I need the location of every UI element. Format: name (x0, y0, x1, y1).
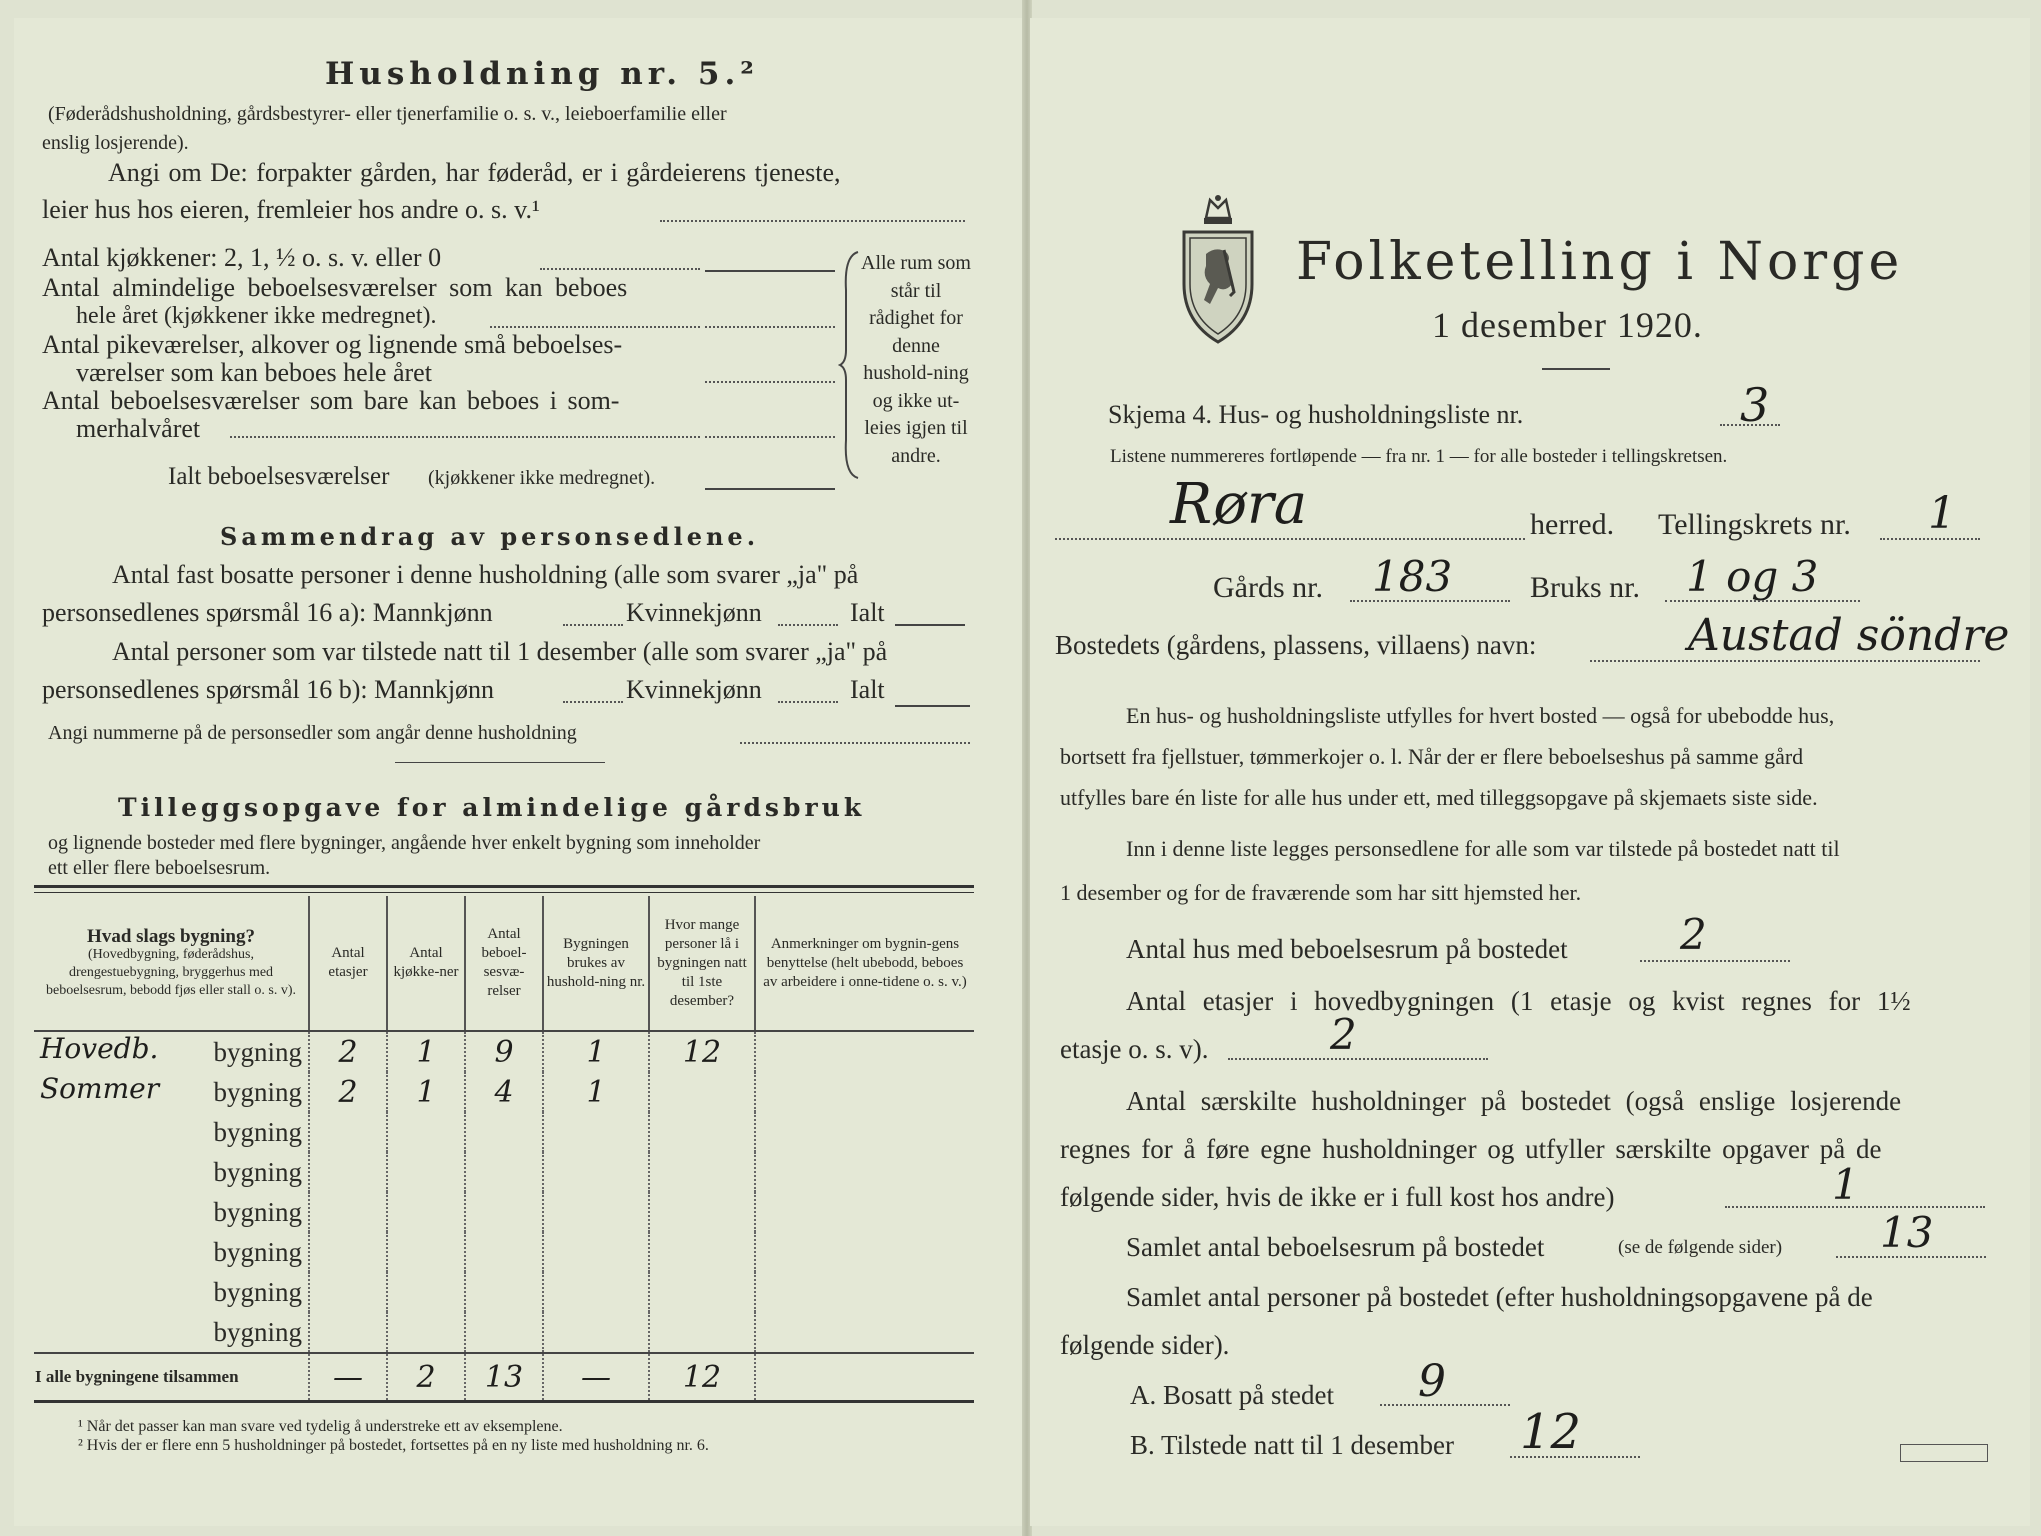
herred-label: herred. (1530, 508, 1615, 541)
sommer-line1: Antal beboelsesværelser som bare kan beboes i som- (42, 386, 620, 415)
total-etasjer-cell: — (309, 1353, 387, 1402)
herred-value: Røra (1170, 472, 1308, 537)
skjema-label: Skjema 4. Hus- og husholdningsliste nr. (1108, 400, 1524, 429)
personer-line1: Samlet antal personer på bostedet (efter husholdningsopgavene på de (1126, 1282, 1873, 1312)
almindelige-dots (490, 326, 700, 328)
total-personer-cell: 12 (649, 1353, 755, 1402)
building-row (34, 1072, 974, 1112)
building-type-cell (34, 1072, 309, 1112)
total-kjokkener-cell: 2 (387, 1353, 465, 1402)
building-personer-cell (649, 1312, 755, 1353)
etasjer-line1: Antal etasjer i hovedbygningen (1 etasje og kvist regnes for 1½ (1126, 986, 1911, 1016)
kjokkener-answer (705, 270, 835, 272)
building-personer-cell: 12 (649, 1031, 755, 1072)
numbering-note: Listene nummereres fortløpende — fra nr. 1 — for alle bosteder i tellingskretsen. (1110, 446, 1728, 467)
col-header-anmerkninger: Anmerkninger om bygnin-gens benyttelse (helt ubebodd, beboes av arbeidere i onne-tidene o. s. v.) (755, 896, 974, 1031)
total-husholdning-cell: — (543, 1353, 649, 1402)
building-row (34, 1232, 974, 1272)
pike-line1: Antal pikeværelser, alkover og lignende små beboelses- (42, 330, 623, 359)
fast-ialt-line (895, 624, 965, 626)
building-type-cell (34, 1031, 309, 1072)
beboelsesrum-note: (se de følgende sider) (1618, 1237, 1783, 1258)
building-etasjer-cell (309, 1152, 387, 1192)
title-rule (1542, 368, 1610, 370)
almindelige-answer (705, 326, 835, 328)
norway-coat-of-arms-icon (1176, 192, 1260, 348)
building-etasjer-cell (309, 1312, 387, 1353)
ialt-answer (705, 488, 835, 490)
footnote-2: ² Hvis der er flere enn 5 husholdninger på bostedet, fortsettes på en ny liste med husholdning nr. 6. (78, 1437, 709, 1454)
building-anmerkninger-cell (755, 1072, 974, 1112)
skjema-line (1720, 424, 1780, 426)
tilstede-line1: Antal personer som var tilstede natt til 1 desember (alle som svarer „ja" på (112, 637, 888, 666)
tellingskrets-line (1880, 538, 1980, 540)
tilstede-kvinne-line (778, 701, 838, 703)
tilstede-ialt-label: Ialt (850, 675, 885, 704)
angi-line1: Angi om De: forpakter gården, har føderåd, er i gårdeierens tjeneste, (108, 158, 841, 187)
building-vaerelser-cell (465, 1312, 543, 1353)
table-top-rule (34, 885, 974, 893)
tilstede-mann-line (563, 701, 623, 703)
sommer-dots (230, 436, 700, 438)
fast-ialt-label: Ialt (850, 598, 885, 627)
building-label: bygning (213, 1316, 302, 1347)
building-label: bygning (213, 1116, 302, 1147)
building-type-cell (34, 1312, 309, 1353)
building-total-row (34, 1353, 974, 1402)
building-husholdning-cell (543, 1272, 649, 1312)
building-husholdning-cell: 1 (543, 1031, 649, 1072)
beboelsesrum-value: 13 (1880, 1208, 1934, 1257)
tilstede-ialt-line (895, 705, 970, 707)
husholdninger-line2: regnes for å føre egne husholdninger og utfyller særskilte opgaver på de (1060, 1134, 1882, 1164)
tellingskrets-label: Tellingskrets nr. (1658, 508, 1851, 541)
bruks-line (1665, 600, 1860, 602)
fast-kvinne-line (778, 624, 838, 626)
building-kjokkener-cell (387, 1312, 465, 1353)
household-title: Husholdning nr. 5.² (325, 56, 759, 92)
instruction-p2-line2: 1 desember og for de fraværende som har sitt hjemsted her. (1060, 880, 1582, 905)
col-header-type (34, 896, 309, 1031)
tillegg-sub-line2: ett eller flere beboelsesrum. (48, 857, 271, 879)
tilstede-label: B. Tilstede natt til 1 desember (1130, 1430, 1454, 1460)
nummerne-line (740, 742, 970, 744)
col-header-personer: Hvor mange personer lå i bygningen natt til 1ste desember? (649, 896, 755, 1031)
tilstede-answer-line (1510, 1456, 1640, 1458)
total-label: I alle bygningene tilsammen (34, 1353, 309, 1402)
printer-stamp (1900, 1444, 1988, 1462)
ialt-note: (kjøkkener ikke medregnet). (428, 467, 656, 489)
col-header-type-title: Hvad slags bygning? (87, 925, 255, 947)
husholdninger-line3: følgende sider, hvis de ikke er i full kost hos andre) (1060, 1182, 1615, 1212)
brace-note: Alle rum som står til rådighet for denne hushold-ning og ikke ut-leies igjen til andre. (861, 252, 971, 467)
angi-answer-line (660, 220, 965, 222)
building-kjokkener-cell: 1 (387, 1072, 465, 1112)
bruks-label: Bruks nr. (1530, 571, 1641, 604)
building-row (34, 1152, 974, 1192)
bosted-line (1590, 660, 1980, 662)
building-anmerkninger-cell (755, 1112, 974, 1152)
building-personer-cell (649, 1272, 755, 1312)
building-label: bygning (213, 1156, 302, 1187)
instruction-p1-line3: utfylles bare én liste for alle hus under ett, med tilleggsopgave på skjemaets siste side. (1060, 785, 1818, 810)
sommer-answer (705, 436, 835, 438)
building-row (34, 1031, 974, 1072)
building-anmerkninger-cell (755, 1232, 974, 1272)
herred-line (1055, 538, 1525, 540)
building-vaerelser-cell (465, 1152, 543, 1192)
nummerne-label: Angi nummerne på de personsedler som angår denne husholdning (48, 722, 577, 744)
bosted-value: Austad söndre (1688, 610, 2010, 661)
building-husholdning-cell (543, 1152, 649, 1192)
building-kjokkener-cell (387, 1152, 465, 1192)
census-date: 1 desember 1920. (1432, 305, 1703, 345)
building-husholdning-cell: 1 (543, 1072, 649, 1112)
fast-bosatte-line2: personsedlenes spørsmål 16 a): Mannkjønn (42, 598, 493, 627)
husholdninger-line1: Antal særskilte husholdninger på bostedet (også enslige losjerende (1126, 1086, 1902, 1116)
total-vaerelser-cell: 13 (465, 1353, 543, 1402)
building-label: bygning (213, 1236, 302, 1267)
skjema-value: 3 (1740, 378, 1770, 432)
building-kjokkener-cell (387, 1192, 465, 1232)
beboelsesrum-label: Samlet antal beboelsesrum på bostedet (1126, 1232, 1545, 1262)
instruction-p1-line2: bortsett fra fjellstuer, tømmerkojer o. l. Når der er flere beboelseshus på samme gård (1060, 744, 1804, 769)
sammendrag-title: Sammendrag av personsedlene. (220, 522, 760, 551)
building-husholdning-cell (543, 1192, 649, 1232)
sommer-line2: merhalvåret (76, 414, 201, 443)
section-rule (395, 762, 605, 763)
bosatt-line (1380, 1404, 1510, 1406)
building-table (34, 896, 974, 1403)
building-personer-cell (649, 1072, 755, 1112)
footnote-1: ¹ Når det passer kan man svare ved tydelig å understreke ett av eksemplene. (78, 1418, 563, 1435)
building-row (34, 1312, 974, 1353)
gards-value: 183 (1372, 552, 1453, 601)
tilstede-value: 12 (1520, 1404, 1582, 1460)
building-etasjer-cell (309, 1112, 387, 1152)
building-type-name: Hovedb. (40, 1032, 159, 1065)
building-kjokkener-cell (387, 1112, 465, 1152)
etasjer-line2: etasje o. s. v). (1060, 1034, 1209, 1064)
kjokkener-dots (540, 268, 700, 270)
almindelige-line2: hele året (kjøkkener ikke medregnet). (76, 303, 437, 329)
building-row (34, 1192, 974, 1232)
pike-answer (705, 381, 835, 383)
antal-hus-line (1640, 960, 1790, 962)
building-etasjer-cell: 2 (309, 1072, 387, 1112)
building-husholdning-cell (543, 1112, 649, 1152)
building-vaerelser-cell: 4 (465, 1072, 543, 1112)
tilstede-kvinne-label: Kvinnekjønn (626, 675, 762, 704)
angi-line2: leier hus hos eieren, fremleier hos andre o. s. v.¹ (42, 195, 540, 224)
building-vaerelser-cell (465, 1192, 543, 1232)
tellingskrets-value: 1 (1928, 488, 1956, 539)
col-header-kjokkener: Antal kjøkke-ner (387, 896, 465, 1031)
building-vaerelser-cell (465, 1232, 543, 1272)
fast-mann-line (563, 624, 623, 626)
building-husholdning-cell (543, 1312, 649, 1353)
building-type-cell (34, 1272, 309, 1312)
household-intro-line2: enslig losjerende). (42, 132, 189, 154)
building-row (34, 1272, 974, 1312)
col-header-husholdning: Bygningen brukes av hushold-ning nr. (543, 896, 649, 1031)
tilstede-line2: personsedlenes spørsmål 16 b): Mannkjønn (42, 675, 495, 704)
building-vaerelser-cell (465, 1112, 543, 1152)
building-row (34, 1112, 974, 1152)
building-etasjer-cell (309, 1272, 387, 1312)
building-kjokkener-cell: 1 (387, 1031, 465, 1072)
etasjer-value: 2 (1330, 1010, 1357, 1059)
instruction-p1-line1: En hus- og husholdningsliste utfylles for hvert bosted — også for ubebodde hus, (1126, 703, 1835, 728)
husholdninger-value: 1 (1832, 1160, 1859, 1209)
building-table-body (34, 1031, 974, 1402)
col-header-type-sub: (Hovedbygning, føderådshus, drengestuebygning, bryggerhus med beboelsesrum, bebodd fjøs eller stall o. s. v). (45, 946, 296, 998)
building-personer-cell (649, 1232, 755, 1272)
antal-hus-value: 2 (1680, 910, 1707, 959)
building-anmerkninger-cell (755, 1312, 974, 1353)
fast-kvinne-label: Kvinnekjønn (626, 598, 762, 627)
building-label: bygning (213, 1196, 302, 1227)
gards-label: Gårds nr. (1213, 571, 1323, 604)
almindelige-line1: Antal almindelige beboelsesværelser som kan beboes (42, 273, 628, 302)
tillegg-title: Tilleggsopgave for almindelige gårdsbruk (118, 793, 866, 822)
brace-shape (838, 250, 860, 480)
building-vaerelser-cell (465, 1272, 543, 1312)
building-etasjer-cell (309, 1192, 387, 1232)
antal-hus-label: Antal hus med beboelsesrum på bostedet (1126, 934, 1568, 964)
bosted-label: Bostedets (gårdens, plassens, villaens) navn: (1055, 630, 1537, 660)
bosatt-value: 9 (1418, 1356, 1446, 1407)
instruction-p2-line1: Inn i denne liste legges personsedlene for alle som var tilstede på bostedet natt til (1126, 836, 1840, 861)
husholdninger-line (1725, 1206, 1985, 1208)
fast-bosatte-line1: Antal fast bosatte personer i denne husholdning (alle som svarer „ja" på (112, 560, 859, 589)
building-type-cell (34, 1152, 309, 1192)
census-title: Folketelling i Norge (1296, 232, 1904, 292)
col-header-vaerelser: Antal beboel-sesvæ-relser (465, 896, 543, 1031)
gards-line (1350, 600, 1510, 602)
building-type-name: Sommer (40, 1072, 160, 1105)
building-husholdning-cell (543, 1232, 649, 1272)
etasjer-line (1228, 1058, 1488, 1060)
building-anmerkninger-cell (755, 1272, 974, 1312)
building-etasjer-cell (309, 1232, 387, 1272)
building-etasjer-cell: 2 (309, 1031, 387, 1072)
bruks-value: 1 og 3 (1686, 552, 1819, 601)
pike-line2: værelser som kan beboes hele året (76, 358, 432, 387)
household-intro-line1: (Føderådshusholdning, gårdsbestyrer- eller tjenerfamilie o. s. v., leieboerfamilie eller (48, 103, 727, 125)
building-type-cell (34, 1112, 309, 1152)
building-personer-cell (649, 1152, 755, 1192)
building-anmerkninger-cell (755, 1192, 974, 1232)
bosatt-label: A. Bosatt på stedet (1130, 1380, 1334, 1410)
building-personer-cell (649, 1192, 755, 1232)
building-type-cell (34, 1192, 309, 1232)
total-anmerkninger-cell (755, 1353, 974, 1402)
tillegg-sub-line1: og lignende bosteder med flere bygninger, angående hver enkelt bygning som inneholder (48, 832, 761, 854)
building-anmerkninger-cell (755, 1031, 974, 1072)
kjokkener-label: Antal kjøkkener: 2, 1, ½ o. s. v. eller 0 (42, 243, 442, 272)
building-type-cell (34, 1232, 309, 1272)
building-vaerelser-cell: 9 (465, 1031, 543, 1072)
building-label: bygning (213, 1276, 302, 1307)
building-kjokkener-cell (387, 1272, 465, 1312)
col-header-etasjer: Antal etasjer (309, 896, 387, 1031)
personer-line2: følgende sider). (1060, 1330, 1230, 1360)
beboelsesrum-line (1836, 1256, 1986, 1258)
building-anmerkninger-cell (755, 1152, 974, 1192)
building-personer-cell (649, 1112, 755, 1152)
ialt-label: Ialt beboelsesværelser (168, 463, 390, 490)
building-label: bygning (213, 1076, 302, 1107)
building-label: bygning (213, 1036, 302, 1067)
building-kjokkener-cell (387, 1232, 465, 1272)
